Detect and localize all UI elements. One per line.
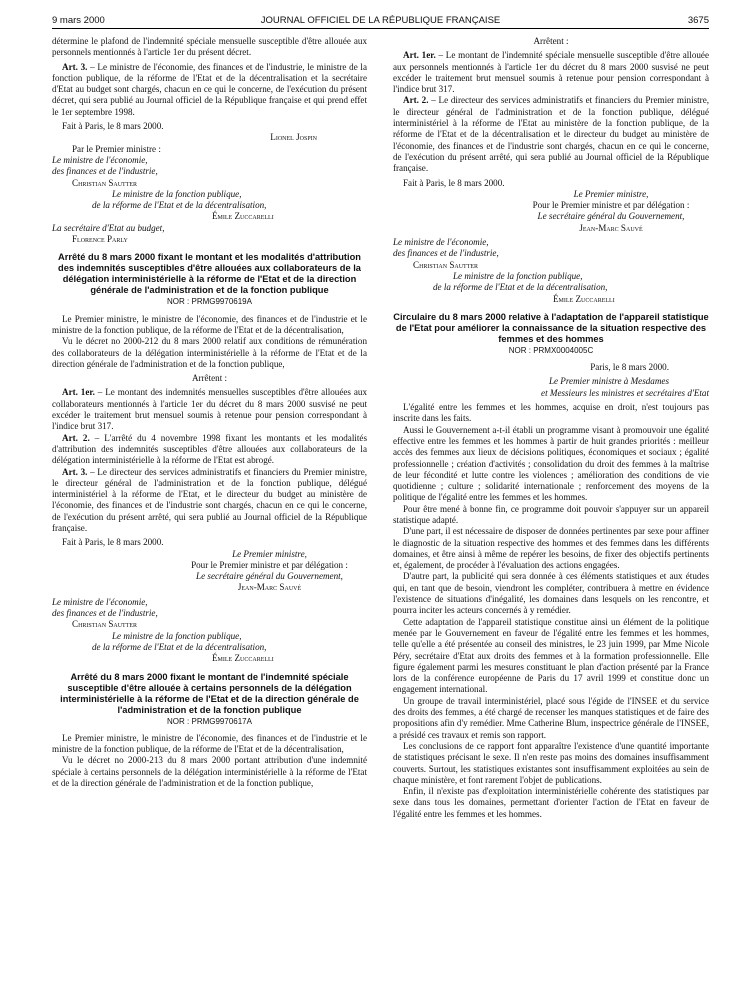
article-label: Art. 3. [62, 466, 88, 477]
circulaire-paragraph: Les conclusions de ce rapport font apparaître l'existence d'une quantité importante de statistiques précisant le sexe. Il n'en reste pas moins des domaines insuffisamment couverts. Surtout, les statistiques existantes sont insuffisamment exploitées au sein de chaque ministère, et font rarement l'objet de publications. [393, 740, 709, 785]
circulaire-paragraph: Pour être mené à bonne fin, ce programme doit pouvoir s'appuyer sur un appareil statistique adapté. [393, 503, 709, 525]
signature-parly: Florence Parly [72, 234, 128, 245]
minister-fp-line2: de la réforme de l'Etat et de la décentralisation, [92, 200, 267, 211]
arrete-1-vu: Vu le décret no 2000-212 du 8 mars 2000 relatif aux conditions de rémunération des collaborateurs de la délégation interministérielle à la réforme de l'Etat et de la direction générale de l'administration et de la fonction publique, [52, 336, 367, 369]
arrete-2-preamble: Le Premier ministre, le ministre de l'économie, des finances et de l'industrie et le ministre de la fonction publique, de la réforme de l'Etat et de la décentralisation, [52, 732, 367, 755]
addressee-line1: Le Premier ministre à Mesdames [548, 376, 669, 387]
sg-title: Le secrétaire général du Gouvernement, [196, 571, 343, 582]
sg-title: Le secrétaire général du Gouvernement, [537, 211, 685, 222]
circulaire-paragraph: D'autre part, la publicité qui sera donnée à ces éléments statistiques et aux études qui, en tant que de besoin, viendront les compléter, contribuera à mettre en évidence l'existence de situations d'inégalité, les domaines dans lesquels on les rencontre, et pourra inciter les acteurs concernés à y remédier. [393, 571, 709, 616]
arretent-2: Arrêtent : [533, 36, 569, 46]
article-text: – Le ministre de l'économie, des finances et de l'industrie, le ministre de la fonction publique, de la réforme de l'Etat et de la décentralisation et la secrétaire d'Etat au budget sont chargés, chacun en ce qui le concerne, de l'exécution du présent décret, qui sera publié au Journal officiel de la République française et qui prend effet le 1er septembre 1998. [52, 61, 367, 117]
fait-line: Fait à Paris, le 8 mars 2000. [62, 121, 164, 132]
article-text: – L'arrêté du 4 novembre 1998 fixant les montants et les modalités d'attribution des indemnités susceptibles d'être allouées aux collaborateurs de la délégation interministérielle à la réforme de l'Etat est abrogé. [52, 432, 367, 466]
signature-zuccarelli: Émile Zuccarelli [553, 293, 615, 304]
left-column [52, 36, 367, 789]
circulaire-title: Circulaire du 8 mars 2000 relative à l'adaptation de l'appareil statistique de l'Etat pour améliorer la connaissance de la situation respective des femmes et des hommes [393, 311, 709, 344]
arrete-1-article-2 [52, 433, 367, 467]
circulaire-paragraph: Un groupe de travail interministériel, placé sous l'égide de l'INSEE et du service des droits des femmes, a été chargé de recenser les manques statistiques et de faire des propositions afin d'y remédier. Mme Catherine Blum, inspectrice générale de l'INSEE, a présidé ces travaux et remis son rapport. [393, 695, 709, 740]
minister-economy-line2: des finances et de l'industrie, [393, 248, 499, 259]
page-header [52, 12, 709, 28]
pm-title: Le Premier ministre, [232, 548, 307, 559]
secretary-budget: La secrétaire d'Etat au budget, [52, 222, 165, 233]
article-text: – Le montant des indemnités mensuelles susceptibles d'être allouées aux collaborateurs mentionnés à l'article 1er du décret du 8 mars 2000 susvisé ne peut excéder le traitement brut mensuel soumis à retenue pour pension correspondant à l'indice brut 317. [52, 387, 367, 432]
article-text: – Le directeur des services administratifs et financiers du Premier ministre, le directeur général de l'administration et de la fonction publique, délégué interministériel à la réforme de l'Etat, et le directeur du budget au ministère de l'économie, des finances et de l'industrie sont chargés, chacun en ce qui le concerne, de l'exécution du présent arrêté, qui sera publié au Journal officiel de la République française. [52, 466, 368, 533]
arrete-1-article-3 [52, 467, 367, 535]
intro-paragraph: détermine le plafond de l'indemnité spéciale mensuelle susceptible d'être allouée aux personnels mentionnés à l'article 1er du présent décret. [52, 36, 367, 58]
arrete-2-article-1 [393, 50, 709, 95]
pm-delegation: Pour le Premier ministre et par délégation : [191, 559, 348, 570]
minister-economy-line1: Le ministre de l'économie, [52, 596, 148, 607]
circulaire-nor: NOR : PRMX0004005C [508, 345, 594, 355]
arrete-1-fait: Fait à Paris, le 8 mars 2000. [62, 537, 164, 548]
arrete-2-title: Arrêté du 8 mars 2000 fixant le montant de l'indemnité spéciale susceptible d'être allouée à certains personnels de la délégation interministérielle à la réforme de l'Etat et de la direction générale de l'administration et de la fonction publique [60, 671, 359, 715]
article-label: Art. 3. [62, 61, 88, 72]
header-journal-title: JOURNAL OFFICIEL DE LA RÉPUBLIQUE FRANÇAISE [260, 15, 501, 26]
signature-sauve: Jean-Marc Sauvé [237, 582, 302, 593]
arretent-1: Arrêtent : [191, 373, 228, 384]
right-column [393, 36, 709, 820]
article-label: Art. 1er. [62, 387, 95, 398]
minister-fp-line1: Le ministre de la fonction publique, [453, 270, 583, 281]
arrete-2-nor: NOR : PRMG9970617A [167, 716, 252, 726]
article-text: – Le montant de l'indemnité spéciale mensuelle susceptible d'être allouée aux personnels mentionnés à l'article 1er du décret du 8 mars 2000 susvisé ne peut excéder le traitement brut mensuel soumis à retenue pour pension correspondant à l'indice brut 317. [393, 50, 709, 95]
minister-economy-line2: des finances et de l'industrie, [52, 608, 158, 619]
minister-economy-line1: Le ministre de l'économie, [393, 237, 489, 248]
header-page-number: 3675 [687, 15, 709, 26]
arrete-2-article-2 [393, 95, 709, 174]
circulaire-paragraph: Aussi le Gouvernement a-t-il établi un programme visant à promouvoir une égalité effective entre les femmes et les hommes à partir de huit grandes priorités : meilleur accès des femmes aux lieux de décisions politiques, économiques et sociaux ; égalité professionnelle ; création d'activités ; consolidation du droit des femmes à la maîtrise de leur fécondité et lutte contre les violences ; amélioration des conditions de vie quotidienne ; culture ; solidarité internationale ; renforcement des moyens de la politique de l'égalité entre les femmes et les hommes. [393, 424, 709, 503]
minister-economy-line2: des finances et de l'industrie, [52, 166, 158, 177]
arrete-2-vu: Vu le décret no 2000-213 du 8 mars 2000 portant attribution d'une indemnité spéciale à certains personnels de la délégation interministérielle à la réforme de l'Etat et de la direction générale de l'administration et de la fonction publique, [52, 755, 367, 789]
par-premier-ministre: Par le Premier ministre : [72, 143, 161, 154]
minister-fp-line1: Le ministre de la fonction publique, [112, 188, 242, 199]
minister-fp-line2: de la réforme de l'Etat et de la décentralisation, [433, 282, 608, 293]
header-rule [52, 28, 709, 29]
minister-fp-line2: de la réforme de l'Etat et de la décentralisation, [92, 641, 267, 652]
minister-economy-line1: Le ministre de l'économie, [52, 154, 148, 165]
pm-delegation: Pour le Premier ministre et par délégation : [532, 200, 690, 211]
article-text: – Le directeur des services administratifs et financiers du Premier ministre, le directeur général de l'administration et de la fonction publique, délégué interministériel à la réforme de l'Etat au ministère de la fonction publique, de la réforme de l'Etat et de la décentralisation et le directeur du budget au ministère de l'économie, des finances et de l'industrie sont chargés, chacun en ce qui le concerne, de l'exécution du présent arrêté, qui sera publié au Journal officiel de la République française. [393, 95, 710, 174]
circulaire-paragraph: Enfin, il n'existe pas d'exploitation interministérielle cohérente des statistiques par sexe dans tous les domaines, permettant d'orienter l'action de l'Etat en faveur de l'égalité entre les femmes et les hommes. [393, 786, 709, 819]
signature-sautter: Christian Sautter [72, 177, 138, 188]
arrete-1-title: Arrêté du 8 mars 2000 fixant le montant et les modalités d'attribution des indemnités susceptibles d'être allouées aux collaborateurs de la délégation interministérielle à la réforme de l'Etat et de la direction générale de l'administration et de la fonction publique [58, 252, 361, 296]
article-label: Art. 2. [403, 95, 429, 106]
article-label: Art. 1er. [403, 50, 436, 61]
signature-sautter: Christian Sautter [413, 259, 479, 270]
circulaire-date: Paris, le 8 mars 2000. [590, 362, 669, 373]
circulaire-paragraph: L'égalité entre les femmes et les hommes, acquise en droit, n'est toujours pas inscrite dans les faits. [393, 402, 709, 424]
signature-zuccarelli: Émile Zuccarelli [212, 653, 274, 664]
addressee-line2: et Messieurs les ministres et secrétaires d'Etat [541, 387, 709, 398]
minister-fp-line1: Le ministre de la fonction publique, [112, 630, 242, 641]
signature-jospin: Lionel Jospin [270, 132, 317, 143]
decree-article-3 [52, 62, 367, 118]
circulaire-paragraph: D'une part, il est nécessaire de disposer de données pertinentes par sexe pour affiner le diagnostic de la situation respective des hommes et des femmes dans les différents domaines, et être ainsi à même de repérer les besoins, de fixer des objectifs pertinents et, également, de procéder à l'évaluation des actions engagées. [393, 526, 709, 571]
circulaire-paragraph: Cette adaptation de l'appareil statistique constitue ainsi un élément de la politique menée par le Gouvernement en faveur de l'égalité entre les femmes et les hommes, telle qu'elle a été présentée au conseil des ministres, le 23 juin 1999, par Mme Nicole Péry, secrétaire d'Etat aux droits des femmes et à la formation professionnelle. Elle figure également parmi les mesures constituant le plan d'action présenté par la France lors de la conférence européenne de Paris du 17 avril 1999 et constitue donc un engagement international. [393, 616, 709, 695]
signature-sauve: Jean-Marc Sauvé [579, 222, 643, 233]
article-label: Art. 2. [62, 432, 90, 443]
header-date: 9 mars 2000 [52, 15, 105, 26]
arrete-1-nor: NOR : PRMG9970619A [167, 297, 252, 307]
arrete-1-preamble: Le Premier ministre, le ministre de l'économie, des finances et de l'industrie et le ministre de la fonction publique, de la réforme de l'Etat et de la décentralisation, [52, 313, 367, 335]
arrete-2-fait: Fait à Paris, le 8 mars 2000. [403, 177, 505, 188]
arrete-1-article-1 [52, 387, 367, 432]
signature-zuccarelli: Émile Zuccarelli [212, 211, 274, 222]
pm-title: Le Premier ministre, [573, 188, 649, 199]
signature-sautter: Christian Sautter [72, 619, 138, 630]
